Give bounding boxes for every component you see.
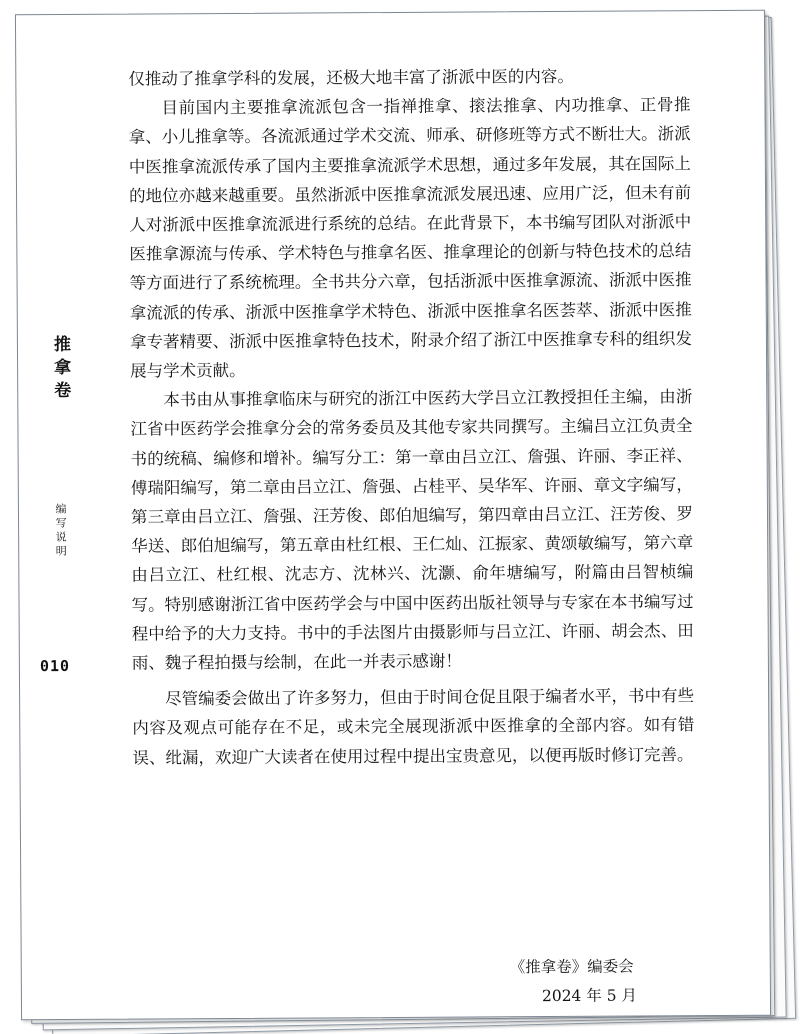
- body-text: [128, 61, 694, 772]
- paragraph: 目前国内主要推拿流派包含一指禅推拿、㨰法推拿、内功推拿、正骨推拿、小儿推拿等。各流派通过学术交流、师承、研修班等方式不断壮大。浙派中医推拿流派传承了国内主要推拿流派学术思想，通过多年发展，其在国际上的地位亦越来越重要。虽然浙派中医推拿流派发展迅速、应用广泛，但未有前人对浙派中医推拿流派进行系统的总结。在此背景下，本书编写团队对浙派中医推拿源流与传承、学术特色与推拿名医、推拿理论的创新与特色技术的总结等方面进行了系统梳理。全书共分六章，包括浙派中医推拿源流、浙派中医推拿流派的传承、浙派中医推拿学术特色、浙派中医推拿名医荟萃、浙派中医推拿专著精要、浙派中医推拿特色技术，附录介绍了浙江中医推拿专科的组织发展与学术贡献。: [128, 95, 692, 381]
- volume-title: 推拿卷: [49, 334, 71, 405]
- page-number: 010: [39, 656, 71, 676]
- book-page: [15, 10, 771, 1021]
- paragraph: 本书由从事推拿临床与研究的浙江中医药大学吕立江教授担任主编，由浙江省中医药学会推拿分会的常务委员及其他专家共同撰写。主编吕立江负责全书的统稿、编修和增补。编写分工：第一章由吕立江、詹强、许丽、李正祥、傅瑞阳编写，第二章由吕立江、詹强、占桂平、吴华军、许丽、章文字编写，第三章由吕立江、詹强、汪芳俊、郎伯旭编写，第四章由吕立江、汪芳俊、罗华送、郎伯旭编写，第五章由杜红根、王仁灿、江振家、黄颂敏编写，第六章由吕立江、杜红根、沈志方、沈林兴、沈灏、俞年塘编写，附篇由吕智桢编写。特别感谢浙江省中医药学会与中国中医药出版社领导与专家在本书编写过程中给予的大力支持。书中的手法图片由摄影师与吕立江、许丽、胡会杰、田雨、魏子程拍摄与绘制，在此一并表示感谢！: [130, 387, 694, 673]
- signoff-date: 2024 年 5 月: [541, 986, 638, 1006]
- signoff-committee: 《推拿卷》编委会: [509, 957, 634, 977]
- paragraph: 仅推动了推拿学科的发展，还极大地丰富了浙派中医的内容。: [128, 66, 574, 89]
- section-title: 编写说明: [53, 502, 68, 560]
- page-margin: [16, 15, 102, 1019]
- paragraph: 尽管编委会做出了许多努力，但由于时间仓促且限于编者水平，书中有些内容及观点可能存在不足，或未完全展现浙派中医推拿的全部内容。如有错误、纰漏，欢迎广大读者在使用过程中提出宝贵意见，以便再版时修订完善。: [132, 686, 695, 768]
